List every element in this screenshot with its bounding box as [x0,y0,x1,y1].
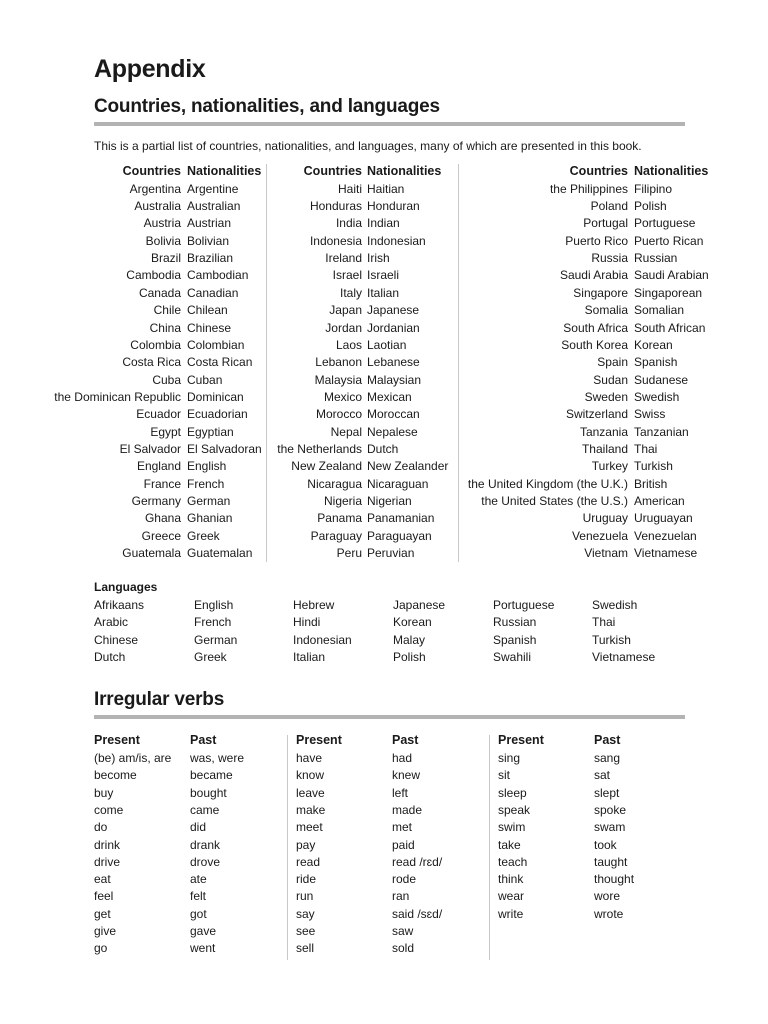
verb-present: pay [296,837,316,852]
verb-past: saw [392,924,414,938]
country-cell: Chile [153,303,181,318]
verb-present: meet [296,820,323,835]
country-cell: Canada [138,285,181,300]
country-cell: the Dominican Republic [54,389,181,404]
country-cell: Israel [332,268,362,283]
language-item: English [194,598,234,612]
nationality-cell: Bolivian [187,233,230,248]
table-row [0,528,768,545]
language-item: Swahili [493,649,532,664]
country-cell: Uruguay [582,511,628,526]
verb-present: go [94,941,108,956]
country-cell: Vietnam [584,546,628,560]
table-header-row [0,163,768,180]
column-divider [458,164,459,562]
language-item: Portuguese [493,598,555,612]
language-item: Hindi [293,615,321,630]
nationality-cell: Indian [367,216,400,231]
country-cell: Greece [141,528,181,543]
language-item: Indonesian [293,632,352,647]
country-cell: Germany [131,494,181,508]
nationality-cell: Japanese [367,303,420,318]
country-cell: Nicaragua [307,476,362,491]
nationality-cell: El Salvadoran [187,441,262,456]
country-cell: Mexico [323,389,362,404]
country-cell: Portugal [583,216,628,231]
verb-past: wrote [594,906,624,921]
language-item: Arabic [94,615,129,630]
country-cell: Turkey [591,459,628,474]
verb-past: spoke [594,802,627,817]
nationality-cell: Sudanese [634,372,689,387]
nationality-cell: Tanzanian [634,424,689,439]
column-divider [489,735,490,960]
column-divider [266,164,267,562]
language-item: Vietnamese [592,649,656,664]
language-item: Turkish [592,632,631,647]
nationality-cell: Filipino [634,181,673,196]
nationality-cell: Nigerian [367,494,412,508]
nationality-cell: Mexican [367,389,412,404]
language-item: Dutch [94,649,126,664]
country-cell: Honduras [309,199,362,213]
nationality-cell: Egyptian [187,424,234,439]
verb-past: sold [392,941,415,956]
nationality-cell: Austrian [187,216,232,231]
nationality-cell: Laotian [367,337,407,352]
language-item: German [194,632,238,647]
table-row [0,285,768,302]
nationality-cell: Portuguese [634,216,696,231]
country-cell: Lebanon [315,355,362,370]
country-cell: Cambodia [126,268,181,283]
verb-past: drank [190,837,221,852]
country-cell: England [136,459,181,474]
verb-present: ride [296,872,317,887]
country-cell: Thailand [581,441,628,456]
nationality-cell: Ghanian [187,511,233,526]
country-cell: Venezuela [571,528,628,543]
verb-present: sing [498,751,521,765]
countries-header: Countries [569,164,628,178]
nationality-cell: Paraguayan [367,528,432,543]
nationality-cell: Costa Rican [187,355,253,370]
country-cell: Spain [597,355,628,370]
verb-past: became [190,768,233,783]
nationality-cell: Thai [634,441,658,456]
country-cell: South Africa [563,320,628,335]
country-cell: Laos [335,337,362,352]
verb-past: drove [190,854,221,869]
verb-present: wear [498,889,525,904]
country-cell: Switzerland [565,407,628,422]
nationality-cell: Canadian [187,285,239,300]
present-header: Present [498,733,544,747]
country-cell: Russia [591,251,628,266]
nationality-cell: Puerto Rican [634,233,704,248]
verb-present: read [296,854,321,869]
verb-past: knew [392,768,421,783]
country-cell: Egypt [150,424,181,439]
country-cell: Puerto Rico [565,233,628,248]
country-cell: Australia [134,199,181,213]
country-cell: South Korea [561,337,628,352]
nationality-cell: Indonesian [367,233,426,248]
nationality-cell: American [634,494,685,508]
verb-present: see [296,924,316,938]
country-cell: the United Kingdom (the U.K.) [467,476,628,491]
languages-heading: Languages [94,580,158,594]
nationality-cell: English [187,459,227,474]
country-cell: Guatemala [122,546,181,560]
country-cell: Somalia [584,303,628,318]
country-cell: the Netherlands [277,441,362,456]
country-cell: Tanzania [579,424,628,439]
country-cell: Costa Rica [122,355,181,370]
verb-past: read /rɛd/ [392,854,443,869]
nationality-cell: Panamanian [367,511,435,526]
nationality-cell: German [187,494,231,508]
section-divider [94,715,685,719]
verb-present: come [94,802,124,817]
nationalities-header: Nationalities [367,164,442,178]
nationality-cell: Saudi Arabian [634,268,709,283]
table-row [0,233,768,250]
language-item: Swedish [592,598,638,612]
table-row [0,354,768,371]
verb-present: know [296,768,325,783]
country-cell: Nepal [330,424,362,439]
verb-past: swam [594,820,626,835]
page-title: Appendix [94,55,206,83]
nationality-cell: Spanish [634,355,678,370]
country-cell: Nigeria [323,494,362,508]
nationality-cell: Israeli [367,268,400,283]
verb-present: drink [94,837,121,852]
language-item: Polish [393,649,426,664]
verb-past: rode [392,872,417,887]
table-row [0,424,768,441]
past-header: Past [190,733,217,747]
country-cell: Malaysia [314,372,362,387]
verb-past: taught [594,854,628,869]
verb-present: sell [296,941,315,956]
section-title-countries: Countries, nationalities, and languages [94,96,440,117]
present-header: Present [94,733,140,747]
country-cell: Paraguay [310,528,362,543]
country-cell: the United States (the U.S.) [481,494,628,508]
verb-present: write [498,906,524,921]
language-item: Chinese [94,632,139,647]
nationality-cell: Australian [187,199,241,213]
present-header: Present [296,733,342,747]
nationality-cell: Guatemalan [187,546,253,560]
past-header: Past [594,733,621,747]
verb-present: (be) am/is, are [94,751,172,765]
table-row [0,181,768,198]
nationality-cell: Turkish [634,459,673,474]
country-cell: Japan [329,303,362,318]
countries-header: Countries [303,164,362,178]
table-row [0,389,768,406]
verb-past: was, were [190,751,245,765]
table-row [0,250,768,267]
language-item: Hebrew [293,598,335,612]
verb-past: slept [594,785,620,800]
intro-text: This is a partial list of countries, nationalities, and languages, many of which are presented in this book. [94,139,642,153]
language-item: Greek [194,649,227,664]
nationality-cell: Singaporean [634,285,703,300]
verb-past: made [392,802,423,817]
past-header: Past [392,733,419,747]
nationality-cell: Chilean [187,303,228,318]
verb-past: sang [594,751,621,765]
country-cell: Bolivia [145,233,181,248]
verb-present: do [94,820,108,835]
nationality-cell: Vietnamese [634,546,698,560]
verb-present: get [94,906,111,921]
table-row [0,510,768,527]
verb-past: wore [594,889,621,904]
section-divider [94,122,685,126]
verb-present: eat [94,872,111,887]
country-cell: El Salvador [119,441,181,456]
nationality-cell: Moroccan [367,407,420,422]
verb-present: make [296,802,326,817]
language-item: Thai [592,615,616,630]
verb-present: leave [296,785,325,800]
verb-past: left [392,785,409,800]
verb-present: think [498,872,524,887]
nationality-cell: Swedish [634,389,680,404]
nationality-cell: Cuban [187,372,223,387]
language-item: Italian [293,649,326,664]
nationality-cell: Ecuadorian [187,407,248,422]
table-row [0,198,768,215]
verb-past: gave [190,924,217,938]
verb-past: had [392,751,413,765]
country-cell: Argentina [129,181,181,196]
country-cell: Sudan [593,372,628,387]
nationality-cell: Argentine [187,181,239,196]
nationality-cell: Venezuelan [634,528,697,543]
language-item: Russian [493,615,537,630]
nationality-cell: Irish [367,251,390,266]
country-cell: Saudi Arabia [559,268,628,283]
nationality-cell: Nepalese [367,424,418,439]
country-cell: Ecuador [136,407,181,422]
nationalities-header: Nationalities [187,164,262,178]
country-cell: Austria [143,216,181,231]
language-item: French [194,615,232,630]
verb-present: teach [498,854,528,869]
nationality-cell: Uruguayan [634,511,693,526]
nationality-cell: Lebanese [367,355,420,370]
table-row [0,441,768,458]
language-item: Malay [393,632,426,647]
verb-past: did [190,820,207,835]
verb-past: bought [190,785,227,800]
countries-header: Countries [122,164,181,178]
table-row [0,337,768,354]
country-cell: Indonesia [309,233,362,248]
country-cell: Poland [590,199,628,213]
column-divider [287,735,288,960]
country-cell: Colombia [130,337,181,352]
table-row [0,372,768,389]
nationality-cell: South African [634,320,706,335]
country-cell: Cuba [152,372,181,387]
nationality-cell: Haitian [367,181,405,196]
nationality-cell: Korean [634,337,673,352]
verb-past: met [392,820,413,835]
nationality-cell: Peruvian [367,546,415,560]
country-cell: India [335,216,362,231]
table-row [0,476,768,493]
country-cell: Morocco [315,407,362,422]
table-row [0,215,768,232]
verb-past: ran [392,889,410,904]
country-cell: France [143,476,181,491]
table-row [0,493,768,510]
nationality-cell: Greek [187,528,220,543]
country-cell: Brazil [150,251,181,266]
country-cell: Ghana [144,511,181,526]
verb-past: paid [392,837,415,852]
nationality-cell: Malaysian [367,372,422,387]
verb-past: said /sɛd/ [392,906,443,921]
country-cell: Panama [317,511,362,526]
country-cell: Ireland [325,251,362,266]
country-cell: China [149,320,181,335]
nationality-cell: Italian [367,285,400,300]
nationality-cell: Dominican [187,389,244,404]
verb-present: swim [498,820,526,835]
nationality-cell: British [634,476,668,491]
country-cell: New Zealand [291,459,362,474]
table-row [0,545,768,562]
verb-present: buy [94,785,114,800]
verb-past: came [190,802,220,817]
verb-present: say [296,906,315,921]
nationality-cell: Cambodian [187,268,249,283]
nationality-cell: Chinese [187,320,232,335]
country-cell: Jordan [325,320,362,335]
country-cell: Haiti [337,181,362,196]
verb-present: speak [498,802,531,817]
verb-present: have [296,751,323,765]
verb-past: took [594,837,617,852]
nationality-cell: Russian [634,251,678,266]
table-row [0,302,768,319]
verb-present: sit [498,768,510,783]
verb-present: give [94,924,117,938]
verb-past: sat [594,768,611,783]
verb-present: take [498,837,521,852]
country-cell: Italy [339,285,362,300]
nationalities-header: Nationalities [634,164,709,178]
verb-past: got [190,906,207,921]
verb-past: felt [190,889,207,904]
verb-past: thought [594,872,635,887]
table-row [0,267,768,284]
verb-present: run [296,889,314,904]
nationality-cell: Colombian [187,337,245,352]
nationality-cell: Polish [634,199,667,213]
nationality-cell: Brazilian [187,251,234,266]
nationality-cell: Swiss [634,407,666,422]
section-title-verbs: Irregular verbs [94,689,225,710]
nationality-cell: Somalian [634,303,685,318]
language-item: Spanish [493,632,537,647]
verb-past: ate [190,872,207,887]
verb-present: become [94,768,137,783]
table-row [0,320,768,337]
nationality-cell: Jordanian [367,320,420,335]
country-cell: Singapore [573,285,628,300]
verb-present: drive [94,854,121,869]
country-cell: Sweden [584,389,628,404]
nationality-cell: Honduran [367,199,420,213]
language-item: Japanese [393,598,446,612]
country-cell: the Philippines [549,181,628,196]
table-row [0,458,768,475]
language-item: Afrikaans [94,598,145,612]
nationality-cell: French [187,476,225,491]
language-item: Korean [393,615,432,630]
table-row [0,406,768,423]
verb-past: went [190,941,216,956]
nationality-cell: Nicaraguan [367,476,429,491]
nationality-cell: Dutch [367,441,399,456]
country-cell: Peru [336,546,362,560]
verb-present: feel [94,889,114,904]
nationality-cell: New Zealander [367,459,449,474]
verb-present: sleep [498,785,527,800]
